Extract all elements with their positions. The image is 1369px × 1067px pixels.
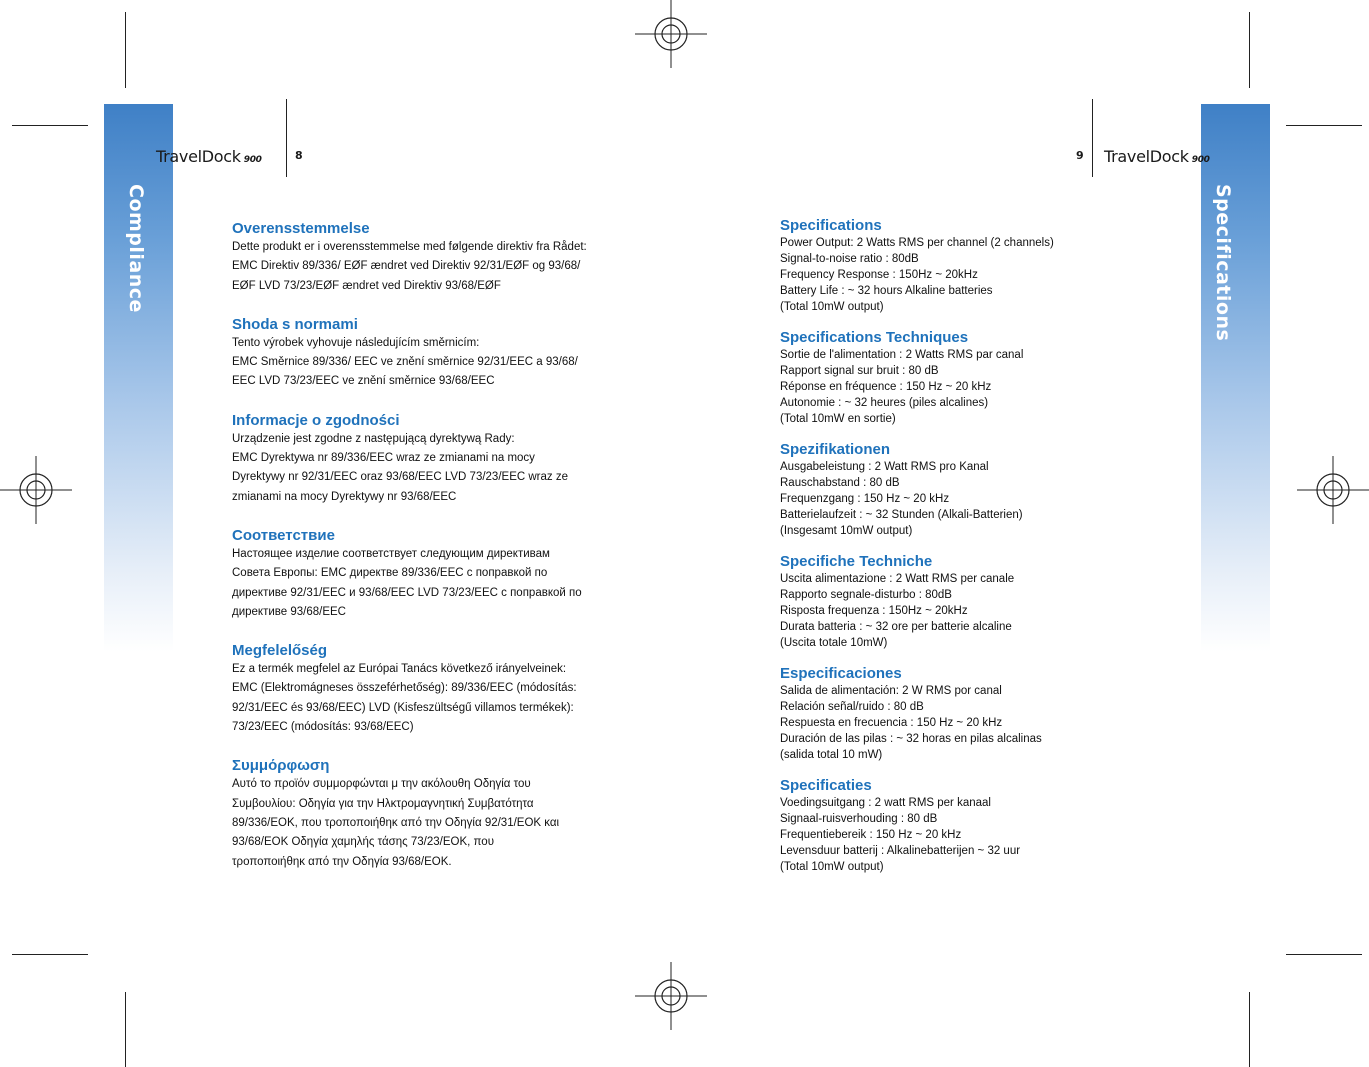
section-line: Autonomie : ~ 32 heures (piles alcalines) bbox=[780, 397, 989, 409]
page-number-left: 8 bbox=[295, 149, 303, 162]
registration-mark-top bbox=[635, 0, 707, 68]
compliance-section-polish bbox=[232, 412, 652, 507]
compliance-column bbox=[232, 220, 652, 892]
spec-section-spanish bbox=[780, 665, 1180, 763]
section-line: Duración de las pilas : ~ 32 horas en pilas alcalinas bbox=[780, 733, 1042, 745]
section-line: (Insgesamt 10mW output) bbox=[780, 525, 913, 537]
section-line: директиве 92/31/EEC и 93/68/EEC LVD 73/23/EEC с поправкой по bbox=[232, 586, 582, 599]
section-line: τροποποιήθηκ από την Οδηγία 93/68/ΕΟΚ. bbox=[232, 855, 452, 868]
spec-section-english bbox=[780, 217, 1180, 315]
section-line: EMC Direktiv 89/336/ EØF ændret ved Direktiv 92/31/EØF og 93/68/ bbox=[232, 260, 581, 273]
crop-mark bbox=[1286, 125, 1362, 126]
compliance-section-russian bbox=[232, 527, 652, 622]
crop-mark bbox=[12, 954, 88, 955]
section-line: директиве 93/68/EEC bbox=[232, 605, 346, 618]
crop-mark bbox=[125, 992, 126, 1067]
section-title: Overensstemmelse bbox=[232, 220, 370, 237]
section-line: Risposta frequenza : 150Hz ~ 20kHz bbox=[780, 605, 968, 617]
brand-name: TravelDock bbox=[1104, 147, 1189, 166]
spec-section-italian bbox=[780, 553, 1180, 651]
section-line: (Total 10mW output) bbox=[780, 301, 884, 313]
brand-logo-right bbox=[1104, 147, 1210, 166]
section-title: Megfelelőség bbox=[232, 642, 328, 660]
section-line: Dette produkt er i overensstemmelse med følgende direktiv fra Rådet: bbox=[232, 241, 587, 253]
section-line: Urządzenie jest zgodne z następującą dyrektywą Rady: bbox=[232, 432, 515, 445]
section-line: Frequenzgang : 150 Hz ~ 20 kHz bbox=[780, 493, 950, 505]
right-tab-label: Specifications bbox=[1212, 184, 1234, 342]
section-line: EMC Směrnice 89/336/ EEC ve znění směrnice 92/31/EEC a 93/68/ bbox=[232, 356, 578, 369]
crop-mark bbox=[12, 125, 88, 126]
section-line: EEC LVD 73/23/EEC ve znění směrnice 93/68/EEC bbox=[232, 375, 495, 388]
section-line: Signal-to-noise ratio : 80dB bbox=[780, 253, 919, 265]
section-line: (Total 10mW en sortie) bbox=[780, 413, 896, 425]
section-line: Signaal-ruisverhouding : 80 dB bbox=[780, 813, 938, 825]
section-line: Salida de alimentación: 2 W RMS por canal bbox=[780, 685, 1002, 697]
compliance-section-greek bbox=[232, 757, 652, 871]
registration-mark-right bbox=[1297, 456, 1369, 524]
brand-logo-left bbox=[156, 147, 262, 166]
section-title: Shoda s normami bbox=[232, 315, 358, 333]
section-line: Sortie de l'alimentation : 2 Watts RMS par canal bbox=[780, 349, 1024, 361]
section-line: Совета Европы: EMC директве 89/336/EEC с поправкой по bbox=[232, 567, 548, 580]
section-title: Specifications bbox=[780, 217, 882, 234]
section-title: Specifiche Techniche bbox=[780, 553, 933, 570]
section-title: Especificaciones bbox=[780, 665, 902, 682]
section-line: (salida total 10 mW) bbox=[780, 749, 883, 761]
section-line: Durata batteria : ~ 32 ore per batterie alcaline bbox=[780, 621, 1012, 633]
section-line: Rapporto segnale-disturbo : 80dB bbox=[780, 589, 952, 601]
section-line: Voedingsuitgang : 2 watt RMS per kanaal bbox=[780, 797, 991, 809]
section-line: Tento výrobek vyhovuje následujícím směrnicím: bbox=[232, 336, 480, 349]
spec-section-dutch bbox=[780, 777, 1180, 875]
section-line: EMC Dyrektywa nr 89/336/EEC wraz ze zmianami na mocy bbox=[232, 452, 535, 465]
spec-section-german bbox=[780, 441, 1180, 539]
crop-mark bbox=[1286, 954, 1362, 955]
section-line: Настоящее изделие соответствует следующим директивам bbox=[232, 547, 550, 560]
section-line: (Uscita totale 10mW) bbox=[780, 637, 888, 649]
section-line: Battery Life : ~ 32 hours Alkaline batteries bbox=[780, 285, 993, 297]
section-line: Frequency Response : 150Hz ~ 20kHz bbox=[780, 269, 978, 281]
section-line: Levensduur batterij : Alkalinebatterijen ~ 32 uur bbox=[780, 845, 1021, 857]
brand-model: 900 bbox=[1191, 155, 1210, 165]
crop-mark bbox=[125, 12, 126, 88]
section-title: Συμμόρφωση bbox=[232, 757, 330, 775]
section-line: Respuesta en frecuencia : 150 Hz ~ 20 kHz bbox=[780, 717, 1003, 729]
section-line: Relación señal/ruido : 80 dB bbox=[780, 701, 924, 713]
section-line: 93/68/ΕΟΚ Οδηγία χαμηλής τάσης 73/23/ΕΟΚ, που bbox=[232, 836, 494, 849]
section-line: zmianami na mocy Dyrektywy nr 93/68/EEC bbox=[232, 490, 457, 503]
section-line: Συμβουλίου: Οδηγία για την Ηλκτρομαγνητική Συμβατότητα bbox=[232, 797, 534, 810]
registration-mark-left bbox=[0, 456, 72, 524]
section-line: Ez a termék megfelel az Európai Tanács következő irányelveinek: bbox=[232, 663, 567, 676]
section-line: Rapport signal sur bruit : 80 dB bbox=[780, 365, 939, 377]
section-line: Ausgabeleistung : 2 Watt RMS pro Kanal bbox=[780, 461, 989, 473]
section-line: (Total 10mW output) bbox=[780, 861, 884, 873]
registration-mark-bottom bbox=[635, 962, 707, 1030]
section-line: Dyrektywy nr 92/31/EEC oraz 93/68/EEC LVD 73/23/EEC wraz ze bbox=[232, 471, 568, 484]
section-line: 92/31/EEC és 93/68/EEC) LVD (Kisfeszültségű villamos termékek): bbox=[232, 701, 574, 714]
brand-model: 900 bbox=[243, 155, 262, 165]
crop-mark bbox=[1249, 992, 1250, 1067]
section-title: Specificaties bbox=[780, 777, 872, 794]
section-title: Соответствие bbox=[232, 526, 335, 544]
compliance-section-hungarian bbox=[232, 642, 652, 737]
section-line: Power Output: 2 Watts RMS per channel (2 channels) bbox=[780, 237, 1054, 249]
header-separator-right bbox=[1092, 99, 1093, 177]
header-separator-left bbox=[286, 99, 287, 177]
left-tab-label: Compliance bbox=[125, 184, 147, 313]
section-line: Uscita alimentazione : 2 Watt RMS per canale bbox=[780, 573, 1015, 585]
section-line: 73/23/EEC (módosítás: 93/68/EEC) bbox=[232, 721, 414, 734]
brand-name: TravelDock bbox=[156, 147, 241, 166]
section-line: Batterielaufzeit : ~ 32 Stunden (Alkali-Batterien) bbox=[780, 509, 1023, 521]
section-line: 89/336/ΕΟΚ, που τροποποιήθηκ από την Οδηγία 92/31/ΕΟΚ και bbox=[232, 816, 560, 829]
section-title: Informacje o zgodności bbox=[232, 411, 400, 429]
compliance-section-danish bbox=[232, 220, 652, 296]
section-title: Spezifikationen bbox=[780, 441, 891, 458]
section-line: Frequentiebereik : 150 Hz ~ 20 kHz bbox=[780, 829, 962, 841]
section-line: Réponse en fréquence : 150 Hz ~ 20 kHz bbox=[780, 381, 992, 393]
section-title: Specifications Techniques bbox=[780, 329, 969, 346]
section-line: Rauschabstand : 80 dB bbox=[780, 477, 900, 489]
page-number-right: 9 bbox=[1076, 149, 1084, 162]
compliance-section-czech bbox=[232, 316, 652, 392]
section-line: EØF LVD 73/23/EØF ændret ved Direktiv 93/68/EØF bbox=[232, 279, 501, 292]
section-line: Αυτό το προϊόν συμμορφώνται μ την ακόλουθη Οδηγία του bbox=[232, 778, 531, 791]
section-line: EMC (Elektromágneses összeférhetőség): 89/336/EEC (módosítás: bbox=[232, 682, 577, 695]
spec-section-french bbox=[780, 329, 1180, 427]
specifications-column bbox=[780, 217, 1180, 889]
crop-mark bbox=[1249, 12, 1250, 88]
